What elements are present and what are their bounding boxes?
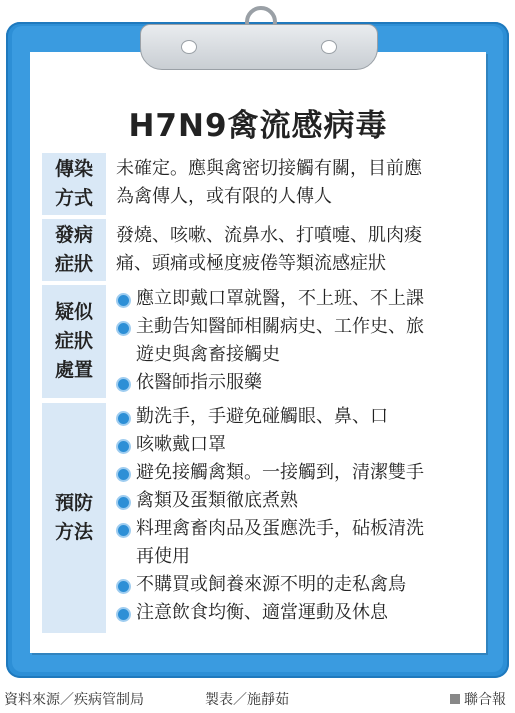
section-label <box>42 285 106 398</box>
bullet-dot-icon <box>116 411 131 426</box>
content-line: 痛、頭痛或極度疲倦等類流感症狀 <box>116 253 386 274</box>
footer-maker: 製表／施靜茹 <box>205 692 289 708</box>
section-label <box>42 219 106 281</box>
bullet-item <box>116 599 476 627</box>
bullet-item <box>116 515 476 571</box>
clip-hole-right <box>321 40 337 54</box>
bullet-text: 避免接觸禽類。一接觸到，清潔雙手 <box>136 462 424 483</box>
bullet-text: 料理禽畜肉品及蛋應洗手，砧板清洗 <box>136 518 424 539</box>
bullet-dot-icon <box>116 439 131 454</box>
bullet-text: 勤洗手，手避免碰觸眼、鼻、口 <box>136 406 388 427</box>
section-content <box>116 285 476 397</box>
bullet-text: 咳嗽戴口罩 <box>136 434 226 455</box>
section-prevention <box>42 403 476 633</box>
bullet-dot-icon <box>116 495 131 510</box>
bullet-text: 再使用 <box>136 546 190 567</box>
brand-text: 聯合報 <box>464 692 506 708</box>
footer-source: 資料來源／疾病管制局 <box>4 692 144 708</box>
bullet-item <box>116 313 476 369</box>
content-line: 未確定。應與禽密切接觸有關，目前應 <box>116 158 422 179</box>
bullet-item <box>116 403 476 431</box>
bullet-item <box>116 487 476 515</box>
bullet-item <box>116 459 476 487</box>
label-text: 疑似 症狀 處置 <box>54 301 93 381</box>
section-label <box>42 403 106 633</box>
bullet-dot-icon <box>116 321 131 336</box>
section-symptoms <box>42 219 476 281</box>
bullet-dot-icon <box>116 293 131 308</box>
label-text: 傳染 方式 <box>54 158 93 209</box>
footer-brand <box>450 689 506 709</box>
bullet-text: 依醫師指示服藥 <box>136 372 262 393</box>
section-transmission <box>42 153 476 215</box>
bullet-text: 遊史與禽畜接觸史 <box>136 344 280 365</box>
section-label <box>42 153 106 215</box>
content-line: 為禽傳人，或有限的人傳人 <box>116 186 332 207</box>
label-text: 預防 方法 <box>54 492 93 543</box>
section-content <box>116 403 476 627</box>
bullet-text: 注意飲食均衡、適當運動及休息 <box>136 602 388 623</box>
bullet-text: 主動告知醫師相關病史、工作史、旅 <box>136 316 424 337</box>
section-content <box>116 155 476 211</box>
bullet-item <box>116 369 476 397</box>
label-text: 發病 症狀 <box>54 224 93 275</box>
bullet-dot-icon <box>116 523 131 538</box>
clip-hole-left <box>181 40 197 54</box>
bullet-text: 禽類及蛋類徹底煮熟 <box>136 490 298 511</box>
bullet-text: 不購買或飼養來源不明的走私禽鳥 <box>136 574 406 595</box>
page-title: H7N9禽流感病毒 <box>128 108 388 144</box>
section-suspected-handling <box>42 285 476 398</box>
clipboard-clip-icon <box>140 24 378 70</box>
brand-square-icon <box>450 694 460 704</box>
bullet-item <box>116 285 476 313</box>
bullet-item <box>116 431 476 459</box>
bullet-text: 應立即戴口罩就醫，不上班、不上課 <box>136 288 424 309</box>
bullet-dot-icon <box>116 377 131 392</box>
bullet-dot-icon <box>116 579 131 594</box>
bullet-dot-icon <box>116 467 131 482</box>
content-line: 發燒、咳嗽、流鼻水、打噴嚏、肌肉痠 <box>116 225 422 246</box>
bullet-item <box>116 571 476 599</box>
section-content <box>116 222 476 278</box>
bullet-dot-icon <box>116 607 131 622</box>
